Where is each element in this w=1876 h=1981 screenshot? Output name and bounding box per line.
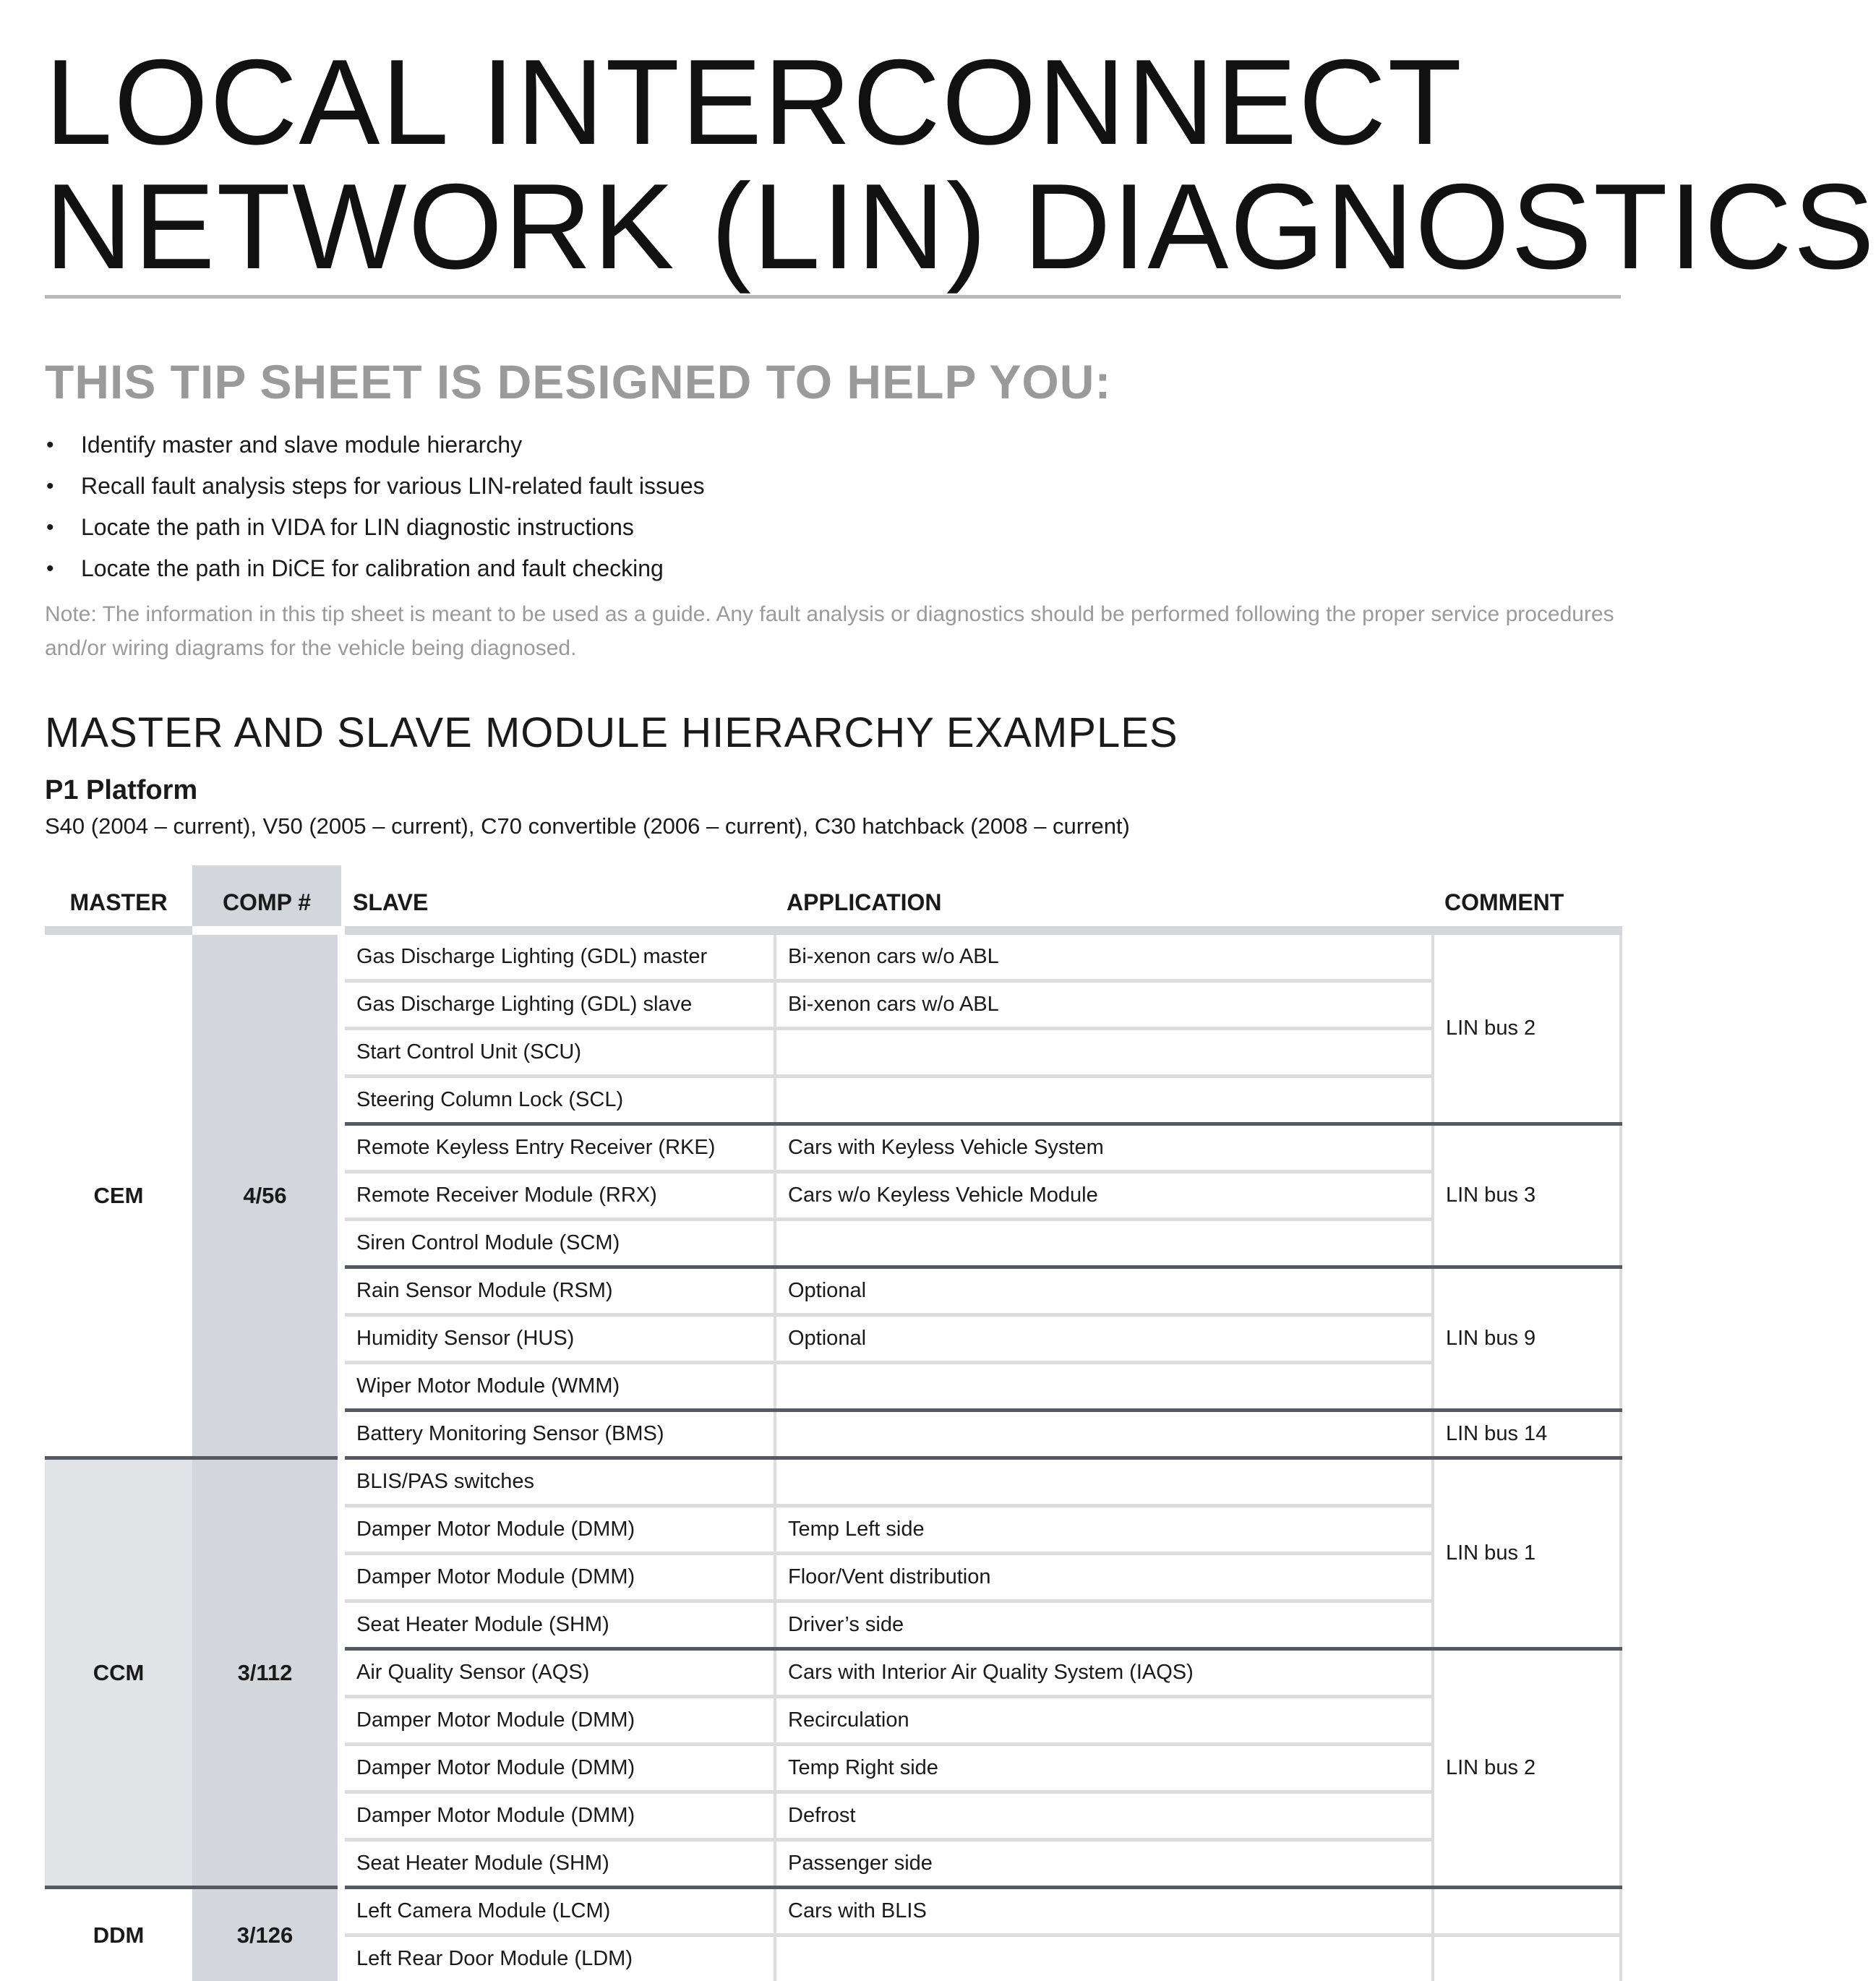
application-cell: Cars with Keyless Vehicle System bbox=[775, 1124, 1433, 1172]
application-cell: Bi-xenon cars w/o ABL bbox=[775, 981, 1433, 1029]
slave-cell: Left Rear Door Module (LDM) bbox=[341, 1935, 775, 1981]
slave-cell: Gas Discharge Lighting (GDL) slave bbox=[341, 981, 775, 1029]
comp-number-cell: 3/126 bbox=[192, 1888, 341, 1981]
comment-cell bbox=[1433, 1888, 1621, 1935]
comment-cell: LIN bus 14 bbox=[1433, 1411, 1621, 1458]
slave-cell: Start Control Unit (SCU) bbox=[341, 1029, 775, 1077]
comp-number-cell: 4/56 bbox=[192, 930, 341, 1458]
application-cell: Temp Right side bbox=[775, 1745, 1433, 1792]
application-cell: Optional bbox=[775, 1315, 1433, 1363]
slave-cell: Siren Control Module (SCM) bbox=[341, 1220, 775, 1267]
application-cell bbox=[775, 1029, 1433, 1077]
comment-cell: LIN bus 2 bbox=[1433, 930, 1621, 1124]
application-cell bbox=[775, 1220, 1433, 1267]
application-cell: Defrost bbox=[775, 1792, 1433, 1840]
purpose-list bbox=[45, 424, 1621, 589]
table-row bbox=[45, 1888, 1621, 1935]
slave-cell: Damper Motor Module (DMM) bbox=[341, 1792, 775, 1840]
slave-cell: Damper Motor Module (DMM) bbox=[341, 1554, 775, 1601]
application-cell bbox=[775, 1935, 1433, 1981]
slave-cell: Air Quality Sensor (AQS) bbox=[341, 1649, 775, 1697]
models-list: S40 (2004 – current), V50 (2005 – current), C70 convertible (2006 – current), C30 hatchback (2008 – current) bbox=[45, 813, 1130, 839]
comp-number-cell: 3/112 bbox=[192, 1458, 341, 1888]
column-header-comment: COMMENT bbox=[1433, 865, 1621, 930]
slave-cell: Rain Sensor Module (RSM) bbox=[341, 1267, 775, 1315]
slave-cell: BLIS/PAS switches bbox=[341, 1458, 775, 1506]
title-divider bbox=[45, 295, 1621, 299]
page-title-line-1: LOCAL INTERCONNECT bbox=[45, 40, 1635, 164]
slave-cell: Remote Receiver Module (RRX) bbox=[341, 1172, 775, 1220]
application-cell: Floor/Vent distribution bbox=[775, 1554, 1433, 1601]
column-header-slave: SLAVE bbox=[341, 865, 775, 930]
slave-cell: Damper Motor Module (DMM) bbox=[341, 1745, 775, 1792]
comment-cell: LIN bus 9 bbox=[1433, 1267, 1621, 1411]
table-row bbox=[45, 930, 1621, 981]
application-cell: Optional bbox=[775, 1267, 1433, 1315]
list-item: • Recall fault analysis steps for various LIN-related fault issues bbox=[45, 466, 1621, 507]
slave-cell: Damper Motor Module (DMM) bbox=[341, 1506, 775, 1554]
slave-cell: Wiper Motor Module (WMM) bbox=[341, 1363, 775, 1411]
comment-cell: LIN bus 1 bbox=[1433, 1458, 1621, 1649]
slave-cell: Left Camera Module (LCM) bbox=[341, 1888, 775, 1935]
slave-cell: Remote Keyless Entry Receiver (RKE) bbox=[341, 1124, 775, 1172]
comment-cell: LIN bus 3 bbox=[1433, 1124, 1621, 1267]
master-cell: DDM bbox=[45, 1888, 192, 1981]
table-row bbox=[45, 1458, 1621, 1506]
list-item: • Locate the path in DiCE for calibration and fault checking bbox=[45, 548, 1621, 589]
comment-cell: LIN bus 2 bbox=[1433, 1649, 1621, 1888]
application-cell: Recirculation bbox=[775, 1697, 1433, 1745]
slave-cell: Battery Monitoring Sensor (BMS) bbox=[341, 1411, 775, 1458]
application-cell: Driver’s side bbox=[775, 1601, 1433, 1649]
slave-cell: Seat Heater Module (SHM) bbox=[341, 1601, 775, 1649]
disclaimer-note: Note: The information in this tip sheet is meant to be used as a guide. Any fault analysis or diagnostics should be performed following the proper service procedures and/or wiring diagrams for the vehicle being diagnosed. bbox=[45, 597, 1621, 665]
section-title: MASTER AND SLAVE MODULE HIERARCHY EXAMPLES bbox=[45, 709, 1178, 757]
master-cell: CCM bbox=[45, 1458, 192, 1888]
list-item: • Identify master and slave module hierarchy bbox=[45, 424, 1621, 466]
column-header-application: APPLICATION bbox=[775, 865, 1433, 930]
slave-cell: Damper Motor Module (DMM) bbox=[341, 1697, 775, 1745]
slave-cell: Steering Column Lock (SCL) bbox=[341, 1077, 775, 1124]
column-header-master: MASTER bbox=[45, 865, 192, 930]
application-cell: Temp Left side bbox=[775, 1506, 1433, 1554]
application-cell: Cars w/o Keyless Vehicle Module bbox=[775, 1172, 1433, 1220]
application-cell: Cars with BLIS bbox=[775, 1888, 1433, 1935]
application-cell bbox=[775, 1411, 1433, 1458]
slave-cell: Gas Discharge Lighting (GDL) master bbox=[341, 930, 775, 981]
page-title-line-2: NETWORK (LIN) DIAGNOSTICS bbox=[45, 164, 1635, 288]
platform-heading: P1 Platform bbox=[45, 775, 197, 806]
master-cell: CEM bbox=[45, 930, 192, 1458]
application-cell bbox=[775, 1363, 1433, 1411]
list-item: • Locate the path in VIDA for LIN diagnostic instructions bbox=[45, 507, 1621, 548]
tip-sheet-heading: THIS TIP SHEET IS DESIGNED TO HELP YOU: bbox=[45, 354, 1111, 409]
application-cell bbox=[775, 1458, 1433, 1506]
slave-cell: Humidity Sensor (HUS) bbox=[341, 1315, 775, 1363]
hierarchy-table bbox=[45, 865, 1622, 1981]
application-cell: Passenger side bbox=[775, 1840, 1433, 1888]
application-cell: Cars with Interior Air Quality System (IAQS) bbox=[775, 1649, 1433, 1697]
slave-cell: Seat Heater Module (SHM) bbox=[341, 1840, 775, 1888]
table-header-row bbox=[45, 865, 1621, 930]
column-header-comp: COMP # bbox=[192, 865, 341, 930]
application-cell: Bi-xenon cars w/o ABL bbox=[775, 930, 1433, 981]
comment-cell bbox=[1433, 1935, 1621, 1981]
application-cell bbox=[775, 1077, 1433, 1124]
page-title bbox=[45, 40, 1635, 288]
